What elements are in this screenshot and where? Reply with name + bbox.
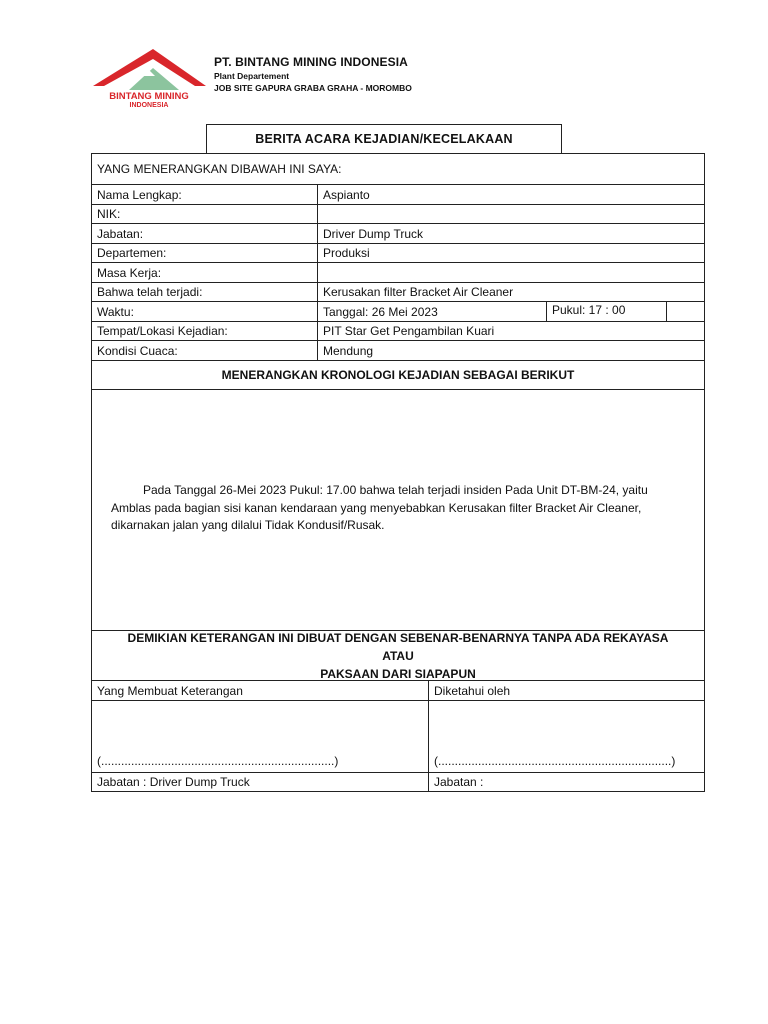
signature-jabatan-row: [92, 773, 704, 791]
field-label: Jabatan:: [92, 224, 318, 243]
field-value-jabatan[interactable]: Driver Dump Truck: [323, 226, 424, 241]
intro-text: YANG MENERANGKAN DIBAWAH INI SAYA:: [97, 162, 342, 176]
field-label: Waktu:: [92, 302, 318, 321]
logo-text-top: BINTANG MINING: [109, 91, 189, 102]
field-label: NIK:: [92, 205, 318, 223]
field-value-pukul[interactable]: Pukul: 17 : 00: [547, 302, 667, 321]
field-label: Masa Kerja:: [92, 263, 318, 282]
field-label: Bahwa telah terjadi:: [92, 283, 318, 301]
chronology-heading: MENERANGKAN KRONOLOGI KEJADIAN SEBAGAI BERIKUT: [221, 368, 575, 382]
signature-left-heading: Yang Membuat Keterangan: [92, 681, 429, 700]
closing-statement: [92, 631, 704, 681]
chronology-heading-row: [92, 361, 704, 390]
signature-area: [92, 701, 704, 773]
closing-line-2: PAKSAAN DARI SIAPAPUN: [320, 666, 476, 681]
field-value-departemen[interactable]: Produksi: [323, 246, 370, 260]
signature-line-right: (......................................................................): [434, 754, 676, 768]
field-row-departemen: [92, 244, 704, 263]
document-title: BERITA ACARA KEJADIAN/KECELAKAAN: [206, 124, 562, 154]
field-row-nama: [92, 185, 704, 205]
field-value-tanggal[interactable]: Tanggal: 26 Mei 2023: [318, 302, 547, 321]
field-label: Tempat/Lokasi Kejadian:: [92, 322, 318, 340]
signature-right-jabatan: Jabatan :: [434, 775, 484, 789]
department-line: Plant Departement: [214, 71, 290, 81]
field-row-nik: [92, 205, 704, 224]
field-row-jabatan: [92, 224, 704, 244]
signature-line-left: (......................................................................): [97, 754, 339, 768]
field-value-masa-kerja[interactable]: [318, 263, 704, 282]
chronology-text: [111, 482, 681, 535]
signature-box-left[interactable]: [92, 701, 429, 772]
field-row-lokasi: [92, 322, 704, 341]
field-label: Departemen:: [92, 244, 318, 262]
field-value-nama[interactable]: Aspianto: [323, 187, 370, 202]
field-row-kejadian: [92, 283, 704, 302]
field-label: Kondisi Cuaca:: [92, 341, 318, 360]
field-row-cuaca: [92, 341, 704, 361]
field-row-waktu: [92, 302, 704, 322]
site-line: JOB SITE GAPURA GRABA GRAHA - MOROMBO: [214, 83, 412, 93]
closing-line-1: DEMIKIAN KETERANGAN INI DIBUAT DENGAN SEBENAR-BENARNYA TANPA ADA REKAYASA ATAU: [127, 630, 669, 663]
field-label: Nama Lengkap:: [92, 185, 318, 204]
signature-left-jabatan: Jabatan : Driver Dump Truck: [92, 773, 429, 791]
logo-text-bottom: INDONESIA: [129, 102, 169, 108]
field-value-lokasi[interactable]: PIT Star Get Pengambilan Kuari: [323, 324, 495, 338]
field-value-cuaca[interactable]: Mendung: [323, 343, 374, 358]
signature-heading-row: [92, 681, 704, 701]
field-value-nik[interactable]: [318, 205, 704, 223]
chronology-body[interactable]: [92, 390, 704, 631]
field-value-empty: [667, 302, 704, 321]
incident-report-form: [91, 153, 705, 792]
chronology-line-1: Pada Tanggal 26-Mei 2023 Pukul: 17.00 bahwa telah terjadi insiden Pada Unit DT-BM-24, yaitu: [143, 483, 648, 497]
chronology-line-3: dikarnakan jalan yang dilalui Tidak Kondusif/Rusak.: [111, 518, 385, 532]
field-row-masa-kerja: [92, 263, 704, 283]
company-logo: [91, 46, 208, 108]
intro-row: [92, 154, 704, 185]
chronology-line-2: Amblas pada bagian sisi kanan kendaraan yang menyebabkan Kerusakan filter Bracket Air Cleaner,: [111, 500, 642, 515]
signature-right-heading: Diketahui oleh: [434, 683, 511, 698]
field-value-kejadian[interactable]: Kerusakan filter Bracket Air Cleaner: [323, 285, 514, 299]
signature-box-right[interactable]: [429, 701, 704, 772]
company-name: PT. BINTANG MINING INDONESIA: [214, 55, 408, 69]
